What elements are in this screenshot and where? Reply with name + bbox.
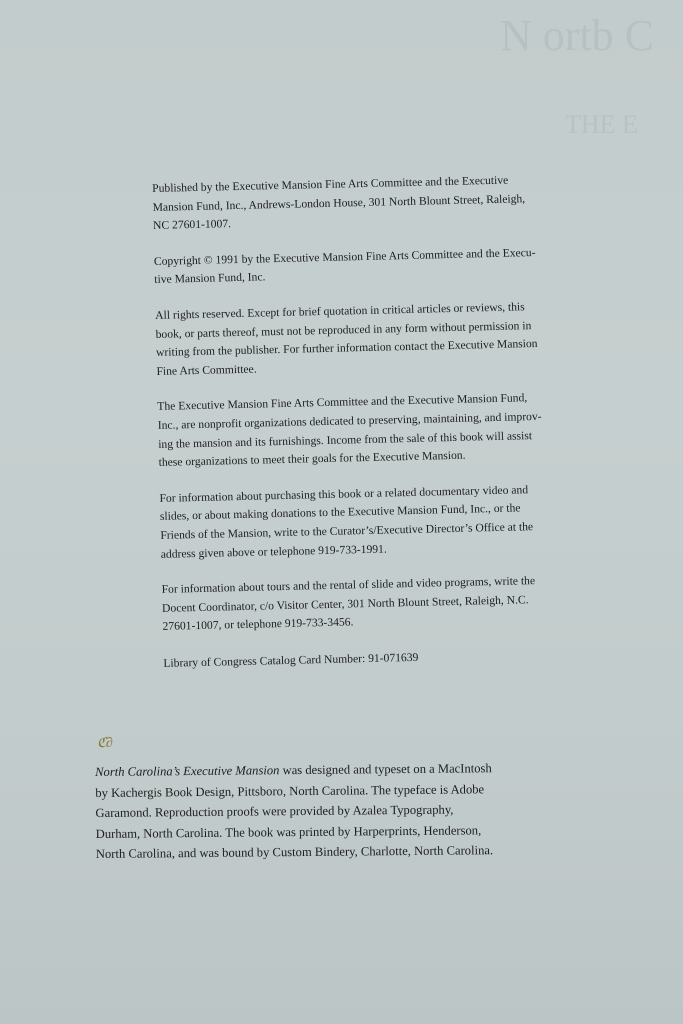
- purchasing-paragraph: [159, 480, 591, 564]
- text-line: Fine Arts Committee.: [156, 362, 257, 378]
- text-line: Docent Coordinator, c/o Visitor Center, 301 North Blount Street, Raleigh, N.C.: [161, 592, 529, 615]
- ornament-icon: ℭ∂: [97, 736, 112, 751]
- copyright-paragraph: [154, 243, 585, 290]
- show-through-text: N ortb C: [500, 11, 654, 60]
- text-line: ing the mansion and its furnishings. Income from the sale of this book will assist: [158, 428, 533, 451]
- colophon-design-paragraph: [95, 758, 556, 865]
- rights-paragraph: [155, 297, 587, 381]
- text-line: address given above or telephone 919-733-1991.: [160, 542, 387, 561]
- text-line: [95, 758, 555, 783]
- text-line: these organizations to meet their goals for the Executive Mansion.: [158, 448, 466, 470]
- text-line: The Executive Mansion Fine Arts Committee and the Executive Mansion Fund,: [157, 391, 528, 414]
- text-line: For information about tours and the rental of slide and video programs, write the: [161, 574, 536, 596]
- copyright-page-block: [152, 170, 594, 690]
- text-line: Friends of the Mansion, write to the Curator’s/Executive Director’s Office at the: [160, 520, 534, 542]
- text-line: NC 27601-1007.: [152, 217, 232, 233]
- tours-paragraph: [161, 571, 592, 637]
- text-line: For information about purchasing this book or a related documentary video and: [159, 482, 529, 505]
- text-fragment: was designed and typeset on a MacIntosh: [279, 761, 492, 778]
- text-line: Inc., are nonprofit organizations dedicated to preserving, maintaining, and improv-: [157, 409, 542, 432]
- catalog-card-number: [163, 645, 593, 674]
- text-line: Durham, North Carolina. The book was printed by Harperprints, Henderson,: [95, 823, 482, 841]
- text-line: by Kachergis Book Design, Pittsboro, North Carolina. The typeface is Adobe: [95, 781, 485, 800]
- text-line: 27601-1007, or telephone 919-733-3456.: [162, 615, 354, 634]
- publisher-paragraph: [152, 170, 583, 236]
- text-line: slides, or about making donations to the Executive Mansion Fund, Inc., or the: [159, 501, 521, 524]
- text-line: All rights reserved. Except for brief quotation in critical articles or reviews, this: [155, 300, 525, 322]
- show-through-text: THE E: [565, 110, 638, 139]
- text-line: Published by the Executive Mansion Fine Arts Committee and the Executive: [152, 173, 509, 195]
- text-line: Copyright © 1991 by the Executive Mansion Fine Arts Committee and the Execu-: [153, 245, 536, 268]
- text-line: tive Mansion Fund, Inc.: [154, 270, 266, 287]
- text-line: Library of Congress Catalog Card Number: 91-071639: [163, 650, 419, 670]
- text-line: Garamond. Reproduction proofs were provided by Azalea Typography,: [95, 802, 454, 821]
- text-line: North Carolina, and was bound by Custom Bindery, Charlotte, North Carolina.: [95, 843, 494, 862]
- text-line: book, or parts thereof, must not be reproduced in any form without permission in: [155, 318, 532, 341]
- text-line: Mansion Fund, Inc., Andrews-London House, 301 North Blount Street, Raleigh,: [152, 191, 526, 214]
- text-line: writing from the publisher. For further information contact the Executive Mansion: [155, 337, 538, 360]
- book-title: North Carolina’s Executive Mansion: [95, 763, 280, 779]
- nonprofit-paragraph: [157, 388, 589, 472]
